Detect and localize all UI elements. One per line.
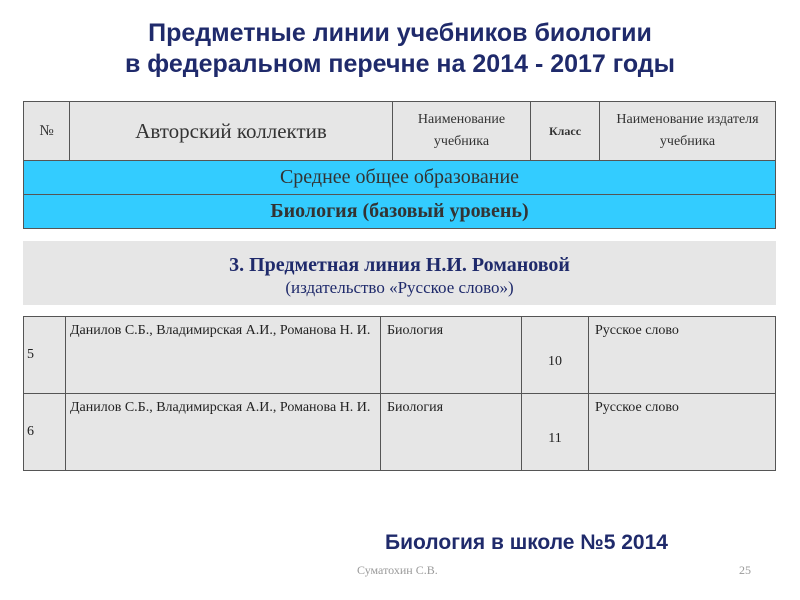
page-number: 25 [739,563,751,577]
subject-line-title: 3. Предметная линия Н.И. Романовой [229,254,570,276]
row-grade: 11 [522,394,589,471]
table-row [24,394,776,471]
section-row [24,161,776,195]
slide-title-line-1: Предметные линии учебников биологии [148,19,652,47]
section-label: Среднее общее образование [24,161,776,195]
header-grade: Класс [531,102,600,161]
author-name: Суматохин С.В. [357,563,438,577]
row-number: 6 [24,394,66,471]
slide-title-line-2: в федеральном перечне на 2014 - 2017 годы [124,50,676,78]
header-row [24,102,776,161]
row-number: 5 [24,317,66,394]
subject-label: Биология (базовый уровень) [24,195,776,229]
header-publisher: Наименование издателя учебника [600,102,776,161]
slide-title [0,18,800,80]
row-authors: Данилов С.Б., Владимирская А.И., Романова Н. И. [66,317,381,394]
header-authors: Авторский коллектив [70,102,393,161]
row-publisher: Русское слово [589,317,776,394]
footer-title: Биология в школе №5 2014 [385,531,668,554]
row-authors: Данилов С.Б., Владимирская А.И., Романова Н. И. [66,394,381,471]
row-publisher: Русское слово [589,394,776,471]
row-grade: 10 [522,317,589,394]
table-row [24,317,776,394]
row-book: Биология [381,394,522,471]
subject-line-block [23,241,776,305]
row-book: Биология [381,317,522,394]
header-table [23,101,776,229]
subject-row [24,195,776,229]
header-number: № [24,102,70,161]
subject-line-publisher: (издательство «Русское слово») [285,278,514,297]
header-book-name: Наименование учебника [393,102,531,161]
textbook-table [23,316,776,471]
